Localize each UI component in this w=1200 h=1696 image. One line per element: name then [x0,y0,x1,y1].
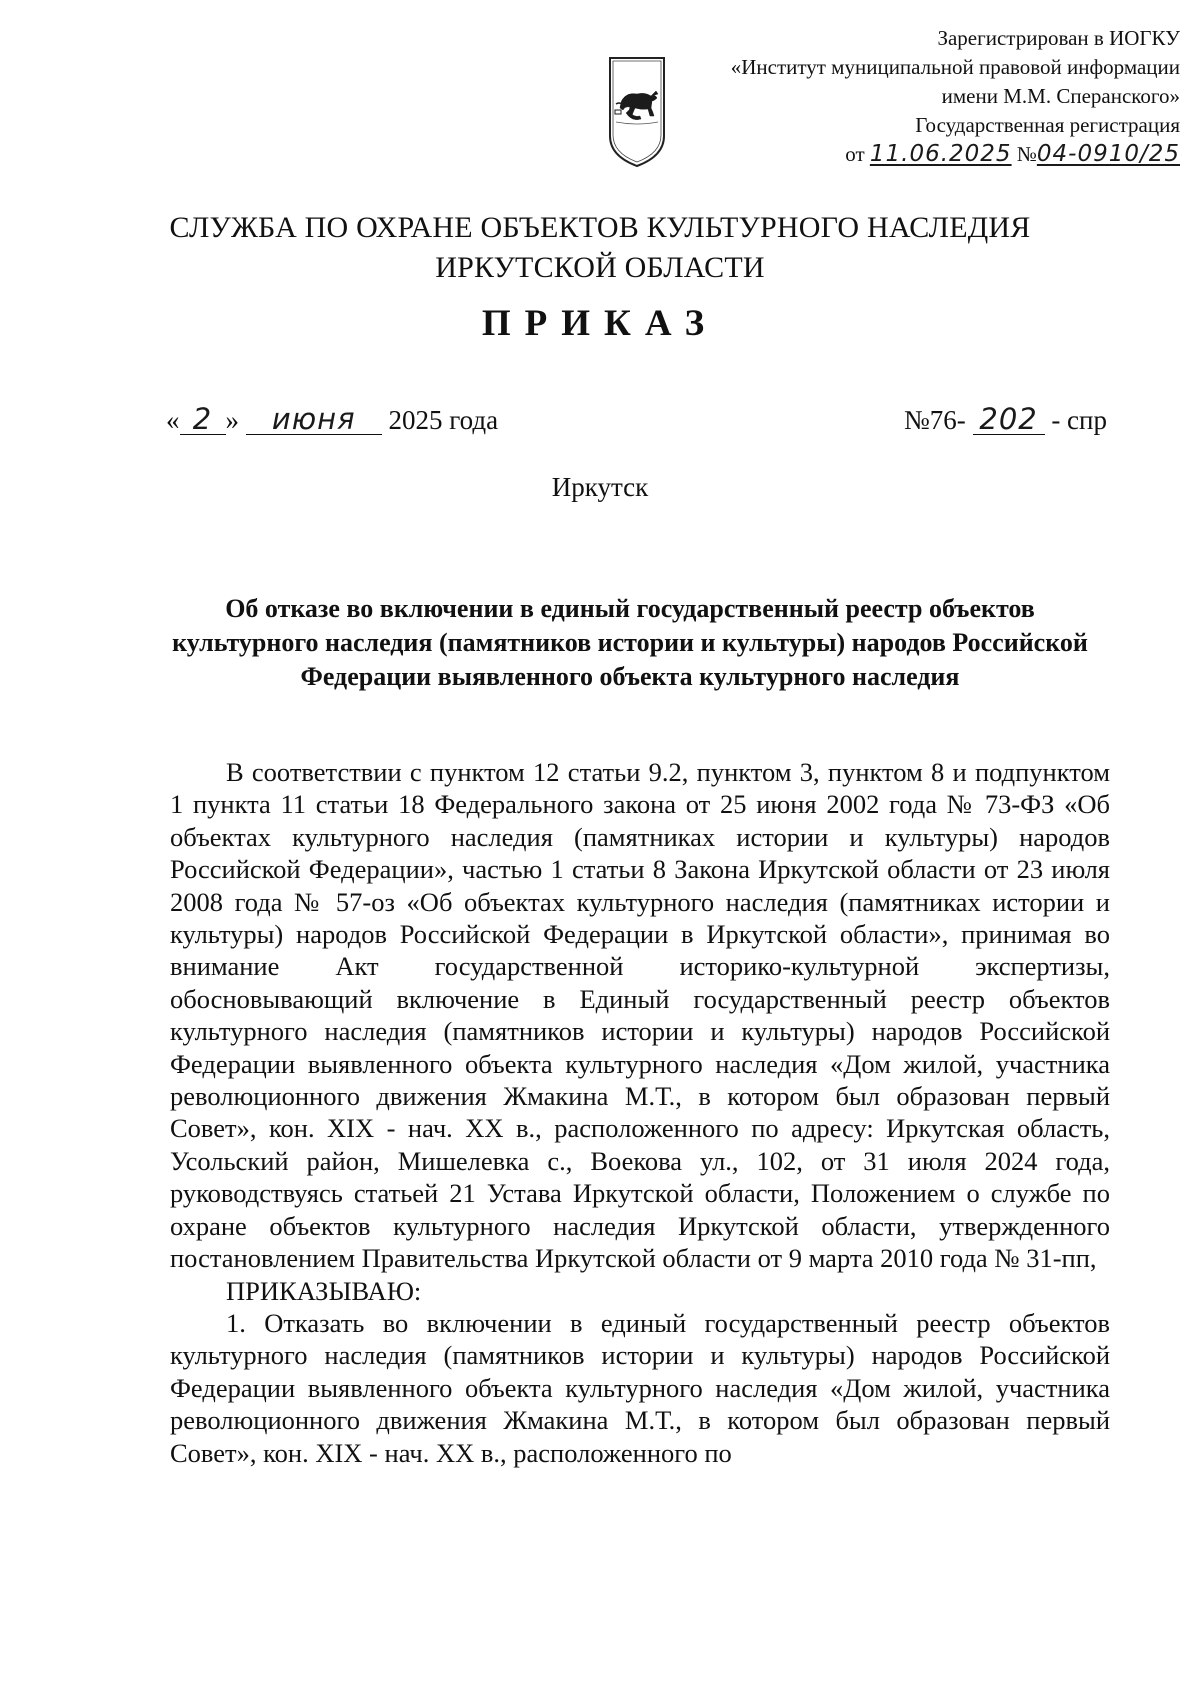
registration-line: Зарегистрирован в ИОГКУ [937,26,1180,50]
registration-number-prefix: № [1016,142,1037,166]
preamble-paragraph: В соответствии с пунктом 12 статьи 9.2, пунктом 3, пунктом 8 и подпунктом 1 пункта 11 статьи 18 Федерального закона от 25 июня 2002 года № 73-ФЗ «Об объектах культурного наследия (памятниках истории и культуры) народов Российской Федерации», частью 1 статьи 8 Закона Иркутской области от 23 июля 2008 года № 57-оз «Об объектах культурного наследия (памятниках истории и культуры) народов Российской Федерации в Иркутской области», принимая во внимание Акт государственной историко-культурной экспертизы, обосновывающий включение в Единый государственный реестр объектов культурного наследия (памятников истории и культуры) народов Российской Федерации выявленного объекта культурного наследия «Дом жилой, участника революционного движения Жмакина М.Т., в котором был образован первый Совет», кон. XIX - нач. XX в., расположенного по адресу: Иркутская область, Усольский район, Мишелевка с., Воекова ул., 102, от 31 июля 2024 года, руководствуясь статьей 21 Устава Иркутской области, Положением о службе по охране объектов культурного наследия Иркутской области, утвержденного постановлением Правительства Иркутской области от 9 марта 2010 года № 31-пп, [170,757,1110,1274]
registration-number-value: 04-0910/25 [1036,141,1180,167]
date-day: 2 [180,404,226,435]
registration-line: «Институт муниципальной правовой информации [730,55,1180,79]
registration-date-prefix: от [845,142,865,166]
order-number-value: 202 [973,404,1045,435]
date-open-quote: « [166,405,180,435]
order-heading: Об отказе во включении в единый государственный реестр объектов культурного наследия (памятников истории и культуры) народов Российской Федерации выявленного объекта культурного наследия [172,594,1088,691]
orders-word: ПРИКАЗЫВАЮ: [226,1275,422,1306]
registration-line: имени М.М. Сперанского» [941,84,1180,108]
agency-title-line: СЛУЖБА ПО ОХРАНЕ ОБЪЕКТОВ КУЛЬТУРНОГО НАСЛЕДИЯ [169,211,1031,244]
order-number [904,404,1107,436]
order-number-suffix: - спр [1051,405,1107,435]
date-close-quote: » [225,405,239,435]
date-year: 2025 года [388,405,499,435]
agency-title [0,208,1200,288]
date-month: июня [246,404,382,435]
city-name: Иркутск [551,472,649,502]
registration-stamp [640,24,1180,169]
order-number-prefix: №76- [904,405,966,435]
agency-title-line: ИРКУТСКОЙ ОБЛАСТИ [435,251,765,284]
registration-date-line [640,140,1180,169]
order-date [166,404,498,436]
order-body [170,756,1110,1469]
registration-line: Государственная регистрация [915,113,1180,137]
registration-date-value: 11.06.2025 [869,141,1012,167]
order-item-1: 1. Отказать во включении в единый государственный реестр объектов культурного наследия (памятников истории и культуры) народов Российской Федерации выявленного объекта культурного наследия «Дом жилой, участника революционного движения Жмакина М.Т., в котором был образован первый Совет», кон. XIX - нач. XX в., расположенного по [170,1307,1110,1468]
order-title: ПРИКАЗ [481,303,719,344]
